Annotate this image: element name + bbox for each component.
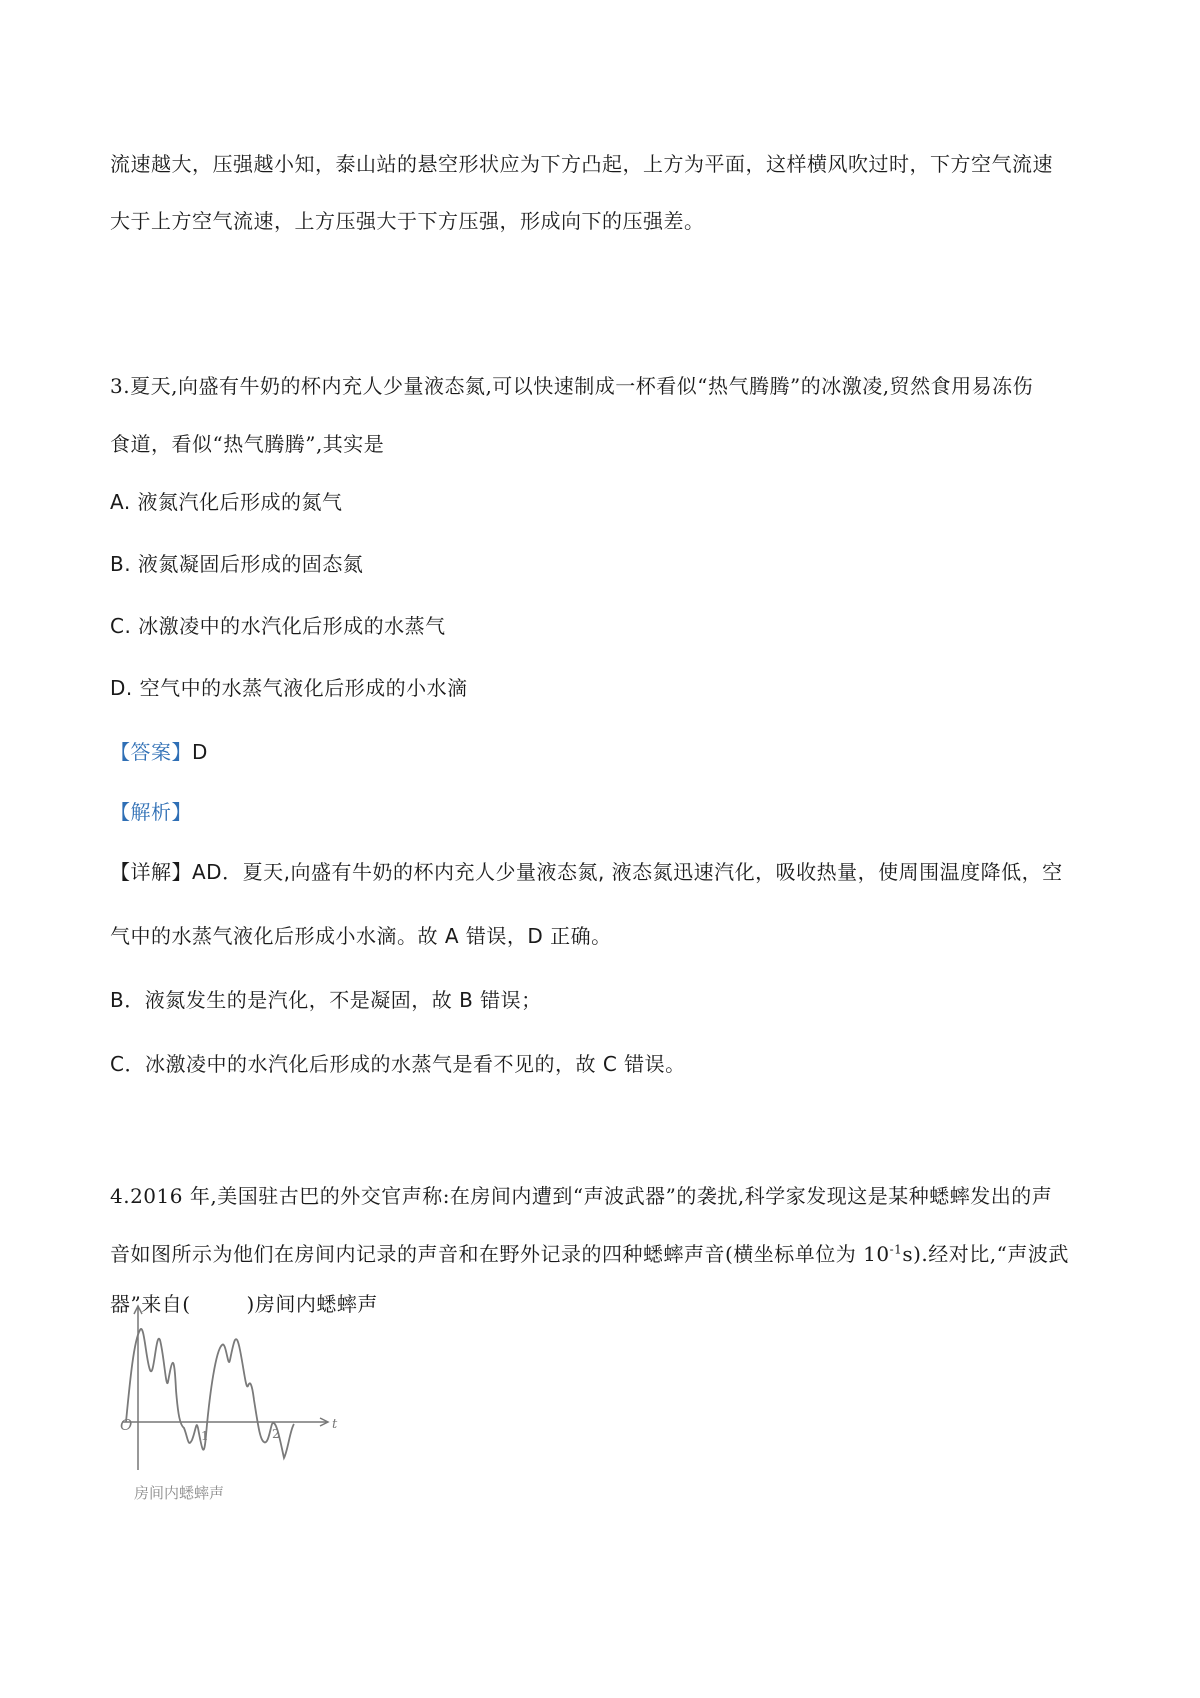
q4-stem-line-2-a: 音如图所示为他们在房间内记录的声音和在野外记录的四种蟋蟀声音(横坐标单位为 10	[110, 1242, 890, 1266]
tick-2-label: 2	[272, 1427, 280, 1441]
waveform-graph	[112, 1300, 352, 1480]
figure-caption: 房间内蟋蟀声	[134, 1484, 225, 1502]
q3-stem-line-2: 食道，看似“热气腾腾”,其实是	[110, 432, 385, 456]
answer-tag: 【答案】	[110, 740, 192, 764]
q3-detail-line-4: C．冰激凌中的水汽化后形成的水蒸气是看不见的，故 C 错误。	[110, 1052, 686, 1076]
q4-stem-line-3-a: 器”来自(	[110, 1292, 191, 1316]
q4-stem-line-3-b: )房间内蟋蟀声	[246, 1292, 378, 1316]
q3-option-c: C. 冰激凌中的水汽化后形成的水蒸气	[110, 614, 446, 638]
axis-t-label: t	[332, 1417, 338, 1432]
origin-label: O	[120, 1416, 133, 1434]
waveform-path	[126, 1329, 294, 1458]
q4-stem-line-1: 4.2016 年,美国驻古巴的外交官声称:在房间内遭到“声波武器”的袭扰,科学家发现这是某种蟋蟀发出的声	[110, 1184, 1053, 1208]
q3-option-d: D. 空气中的水蒸气液化后形成的小水滴	[110, 676, 468, 700]
q3-stem-line-1: 3.夏天,向盛有牛奶的杯内充人少量液态氮,可以快速制成一杯看似“热气腾腾”的冰激凌,贸然食用易冻伤	[110, 374, 1034, 398]
explanation-line-1: 流速越大，压强越小知，泰山站的悬空形状应为下方凸起，上方为平面，这样横风吹过时，下方空气流速	[110, 152, 1053, 176]
q3-detail-line-3: B．液氮发生的是汽化，不是凝固，故 B 错误；	[110, 988, 542, 1012]
q4-stem-line-2	[110, 1238, 1069, 1267]
cricket-sound-figure	[112, 1300, 352, 1510]
q3-detail-line-2: 气中的水蒸气液化后形成小水滴。故 A 错误，D 正确。	[110, 924, 612, 948]
explanation-line-2: 大于上方空气流速，上方压强大于下方压强，形成向下的压强差。	[110, 209, 705, 233]
q3-option-a: A. 液氮汽化后形成的氮气	[110, 490, 343, 514]
q4-stem-line-2-b: s).经对比,“声波武	[902, 1242, 1069, 1266]
q3-analysis-tag: 【解析】	[110, 800, 192, 824]
q3-option-b: B. 液氮凝固后形成的固态氮	[110, 552, 364, 576]
answer-value: D	[192, 740, 208, 764]
q3-answer	[110, 736, 208, 765]
q4-stem-exponent: -1	[889, 1242, 903, 1257]
tick-1-label: 1	[201, 1429, 209, 1443]
q3-detail-line-1: 【详解】AD．夏天,向盛有牛奶的杯内充人少量液态氮, 液态氮迅速汽化，吸收热量，使周围温度降低，空	[110, 860, 1063, 884]
